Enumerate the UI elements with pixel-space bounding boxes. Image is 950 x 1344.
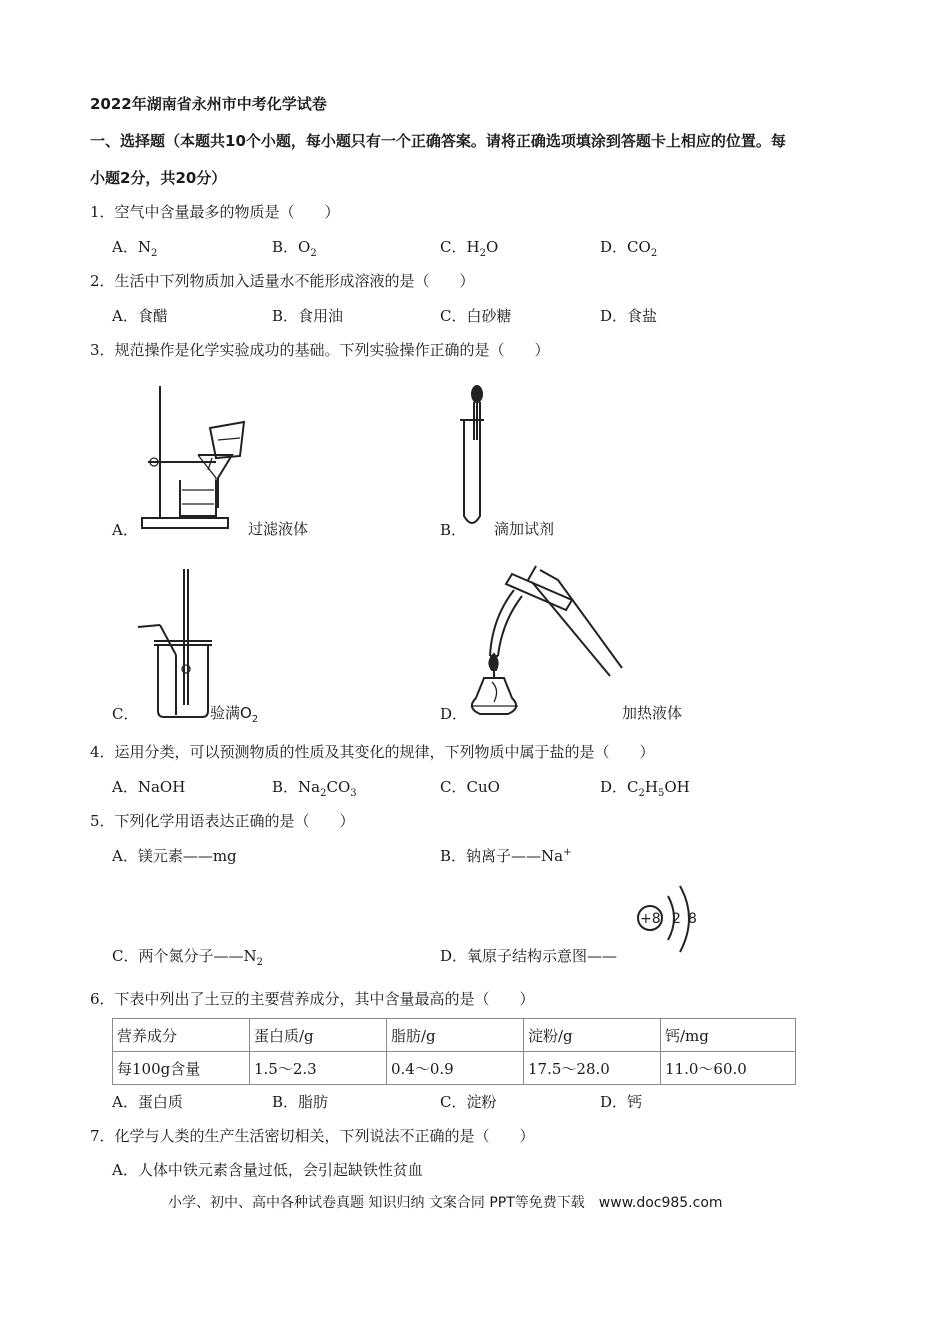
question-6-stem: 6．下表中列出了土豆的主要营养成分，其中含量最高的是（ ） (90, 990, 535, 1008)
q7-option-a: A．人体中铁元素含量过低，会引起缺铁性贫血 (112, 1161, 423, 1179)
footer-url-link[interactable]: www.doc985.com (598, 1195, 723, 1211)
q4-option-a: A．NaOH (112, 778, 186, 796)
nucleus-label: +8 (640, 911, 661, 927)
table-cell: 营养成分 (113, 1019, 250, 1052)
table-cell: 11.0～60.0 (661, 1052, 796, 1085)
q5-option-d: D．氧原子结构示意图—— (440, 947, 618, 965)
q5-option-a: A．镁元素——mg (112, 847, 237, 865)
q6-option-b: B．脂肪 (272, 1093, 329, 1111)
question-7-stem: 7．化学与人类的生产生活密切相关，下列说法不正确的是（ ） (90, 1127, 535, 1145)
q1-option-b: B．$O_2$ (272, 238, 317, 259)
q3-option-c-caption: 验满$O_2$ (210, 704, 259, 725)
question-5-stem: 5．下列化学用语表达正确的是（ ） (90, 812, 355, 830)
question-1-stem: 1．空气中含量最多的物质是（ ） (90, 203, 340, 221)
dropper-test-tube-illustration (458, 384, 498, 534)
table-row (113, 1052, 796, 1085)
table-cell: 0.4～0.9 (387, 1052, 524, 1085)
table-cell: 17.5～28.0 (524, 1052, 661, 1085)
q3-option-a-label: A． (112, 521, 138, 539)
q2-option-d: D．食盐 (600, 307, 658, 325)
footer-text: 小学、初中、高中各种试卷真题 知识归纳 文案合同 PPT等免费下载 (168, 1195, 585, 1211)
q1-option-d: D．$CO_2$ (600, 238, 658, 259)
q3-option-d-caption: 加热液体 (622, 704, 683, 722)
question-2-stem: 2．生活中下列物质加入适量水不能形成溶液的是（ ） (90, 272, 475, 290)
table-cell: 蛋白质/g (250, 1019, 387, 1052)
q3-option-b-caption: 滴加试剂 (494, 520, 555, 538)
q3-option-d-label: D． (440, 705, 468, 723)
nutrition-table (112, 1018, 796, 1085)
section-heading-line2: 小题2分，共20分） (90, 169, 227, 187)
q4-option-d: D．$C_2H_5OH$ (600, 778, 690, 799)
table-cell: 淀粉/g (524, 1019, 661, 1052)
heating-test-tube-illustration (462, 558, 632, 726)
q5-option-c: C．两个氮分子$——N_2$ (112, 947, 263, 968)
oxygen-atom-structure-diagram (636, 882, 716, 962)
table-cell: 1.5～2.3 (250, 1052, 387, 1085)
q3-option-b-label: B． (440, 521, 467, 539)
table-header-row (113, 1019, 796, 1052)
shell2-label: 8 (688, 911, 697, 927)
question-3-stem: 3．规范操作是化学实验成功的基础。下列实验操作正确的是（ ） (90, 341, 550, 359)
question-4-stem: 4．运用分类，可以预测物质的性质及其变化的规律，下列物质中属于盐的是（ ） (90, 743, 655, 761)
page-footer (168, 1192, 723, 1212)
table-cell: 脂肪/g (387, 1019, 524, 1052)
q1-option-a: A．$N_2$ (112, 238, 158, 259)
q6-option-d: D．钙 (600, 1093, 643, 1111)
q2-option-c: C．白砂糖 (440, 307, 512, 325)
q3-option-a-caption: 过滤液体 (248, 520, 309, 538)
q2-option-b: B．食用油 (272, 307, 344, 325)
table-cell: 每100g含量 (113, 1052, 250, 1085)
gas-bottle-test-illustration (136, 565, 216, 725)
q3-option-c-label: C． (112, 705, 139, 723)
exam-title: 2022年湖南省永州市中考化学试卷 (90, 95, 327, 113)
filtration-apparatus-illustration (136, 380, 256, 535)
q6-option-a: A．蛋白质 (112, 1093, 183, 1111)
q4-option-b: B．$Na_2CO_3$ (272, 778, 357, 799)
table-cell: 钙/mg (661, 1019, 796, 1052)
section-heading-line1: 一、选择题（本题共10个小题，每小题只有一个正确答案。请将正确选项填涂到答题卡上相应的位置。每 (90, 132, 786, 150)
q5-option-b: B．钠离子——Na+ (440, 847, 572, 865)
q6-option-c: C．淀粉 (440, 1093, 497, 1111)
shell1-label: 2 (672, 911, 681, 927)
q4-option-c: C．CuO (440, 778, 500, 796)
q1-option-c: C．$H_2O$ (440, 238, 499, 259)
q2-option-a: A．食醋 (112, 307, 168, 325)
